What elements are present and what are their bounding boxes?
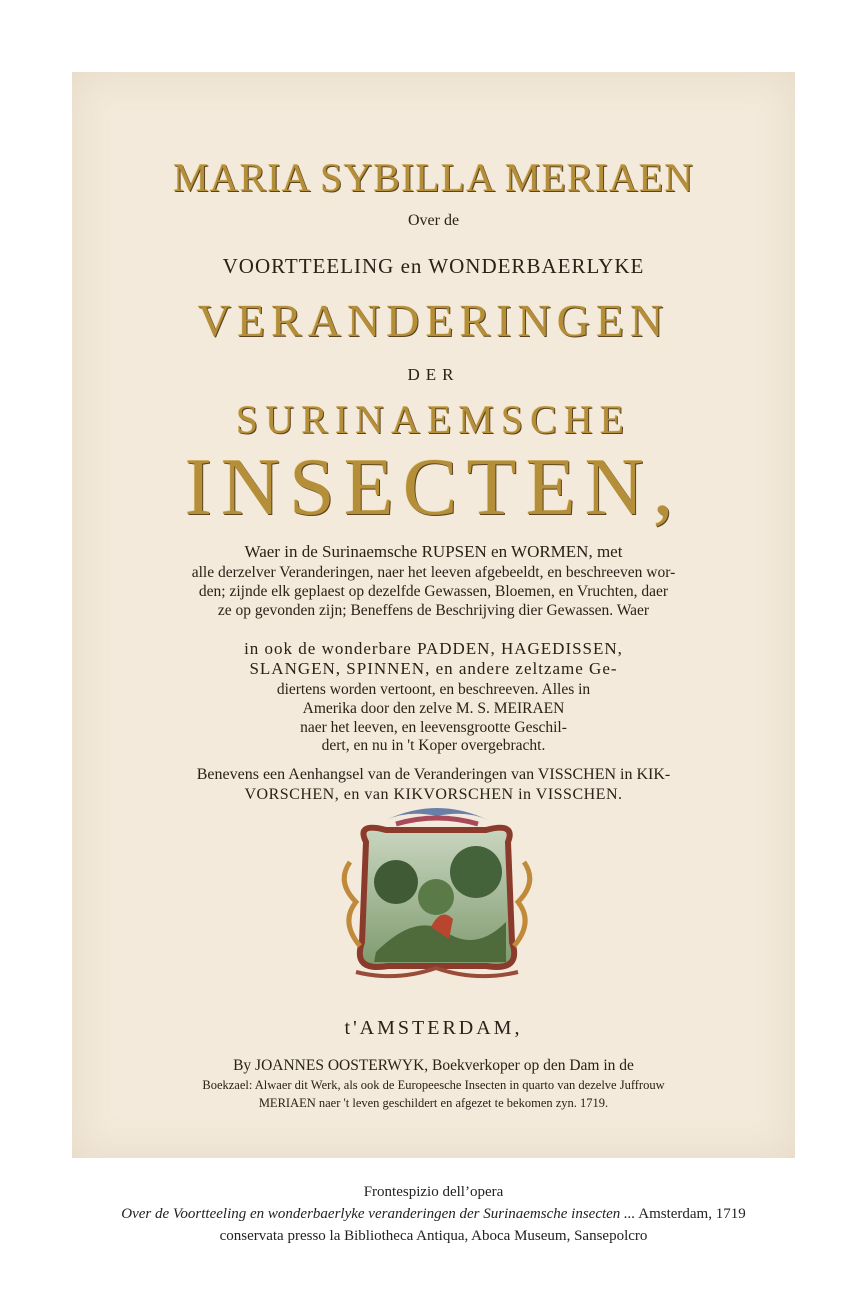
body-line: Amerika door den zelve M. S. MEIRAEN <box>302 700 565 717</box>
appendix-line: Benevens een Aenhangsel van de Veranderingen van VISSCHEN in KIK- <box>196 766 671 783</box>
veranderingen-heading: VERANDERINGEN <box>197 295 670 346</box>
body-line: SLANGEN, SPINNEN, en andere zeltzame Ge- <box>249 659 618 678</box>
imprint-line: Boekzael: Alwaer dit Werk, als ook de Europeesche Insecten in quarto van dezelve Juffrouw <box>202 1078 665 1092</box>
voortteeling-line: VOORTTEELING en WONDERBAERLYKE <box>222 254 645 278</box>
insecten-heading: INSECTEN, <box>184 441 683 532</box>
imprint-line: MERIAEN naer 't leven geschildert en afgezet te bekomen zyn. 1719. <box>258 1096 609 1110</box>
caption-line-1: Frontespizio dell’opera <box>363 1184 504 1200</box>
author-heading: MARIA SYBILLA MERIAEN <box>172 155 695 200</box>
body-line: den; zijnde elk geplaest op dezelfde Gewassen, Bloemen, en Vruchten, daer <box>198 583 669 600</box>
engraved-vignette-illustration <box>326 802 548 984</box>
imprint-place: t'AMSTERDAM, <box>344 1017 523 1039</box>
caption-line-2 <box>0 1206 867 1223</box>
body-line: naer het leeven, en leevensgrootte Geschil- <box>300 719 567 736</box>
body-line: alle derzelver Veranderingen, naer het leeven afgebeeldt, en beschreeven wor- <box>191 564 676 581</box>
body-line: ze op gevonden zijn; Beneffens de Beschrijving dier Gewassen. Waer <box>217 602 650 619</box>
body-line: Waer in de Surinaemsche RUPSEN en WORMEN, met <box>244 542 623 561</box>
appendix-line: VORSCHEN, en van KIKVORSCHEN in VISSCHEN. <box>244 786 623 803</box>
body-line: dert, en nu in 't Koper overgebracht. <box>321 737 546 754</box>
body-line: diertens worden vertoont, en beschreeven. Alles in <box>276 681 591 698</box>
body-line: in ook de wonderbare PADDEN, HAGEDISSEN, <box>244 639 623 658</box>
title-page <box>72 72 795 1158</box>
der-line: DER <box>407 365 460 384</box>
surinaemsche-heading: SURINAEMSCHE <box>235 397 632 442</box>
caption-work-title: Over de Voortteeling en wonderbaerlyke veranderingen der Surinaemsche insecten ... <box>121 1206 636 1222</box>
imprint-publisher: By JOANNES OOSTERWYK, Boekverkoper op den Dam in de <box>233 1057 634 1074</box>
caption-place-date: Amsterdam, 1719 <box>635 1206 746 1222</box>
over-de-line: Over de <box>407 212 460 229</box>
caption-line-3: conservata presso la Bibliotheca Antiqua, Aboca Museum, Sansepolcro <box>219 1228 648 1244</box>
